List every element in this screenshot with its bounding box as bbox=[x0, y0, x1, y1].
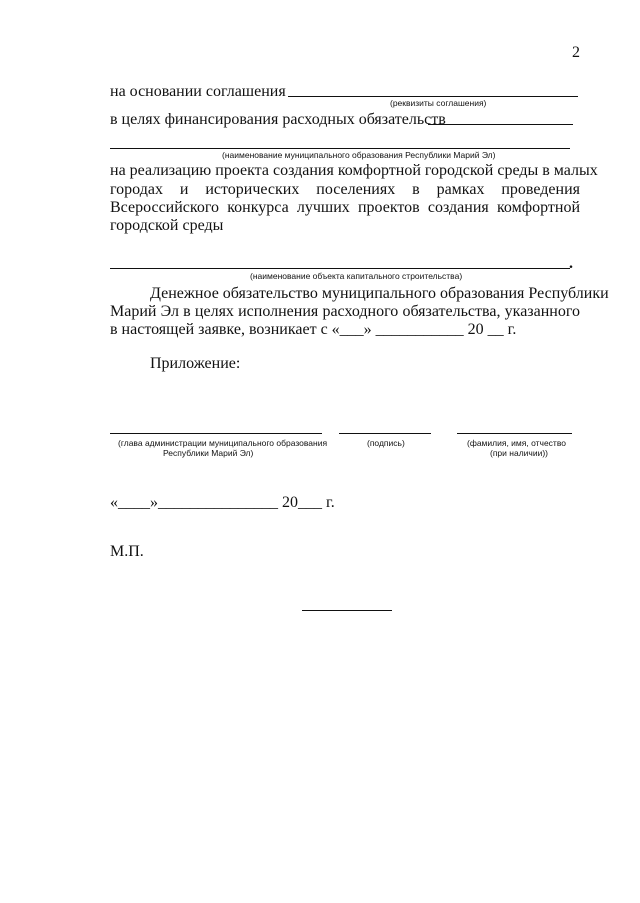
obligation-text-line-2: Марий Эл в целях исполнения расходного обязательства, указанного bbox=[110, 303, 580, 320]
head-signature-underline bbox=[110, 433, 322, 434]
head-caption-line-2: Республики Марий Эл) bbox=[163, 448, 254, 458]
signature-caption: (подпись) bbox=[367, 438, 405, 448]
signature-underline bbox=[339, 433, 431, 434]
project-text-line-2: городах и исторических поселениях в рамках проведения bbox=[110, 181, 580, 198]
obligation-text-line-3: в настоящей заявке, возникает с «___» ___________ 20 __ г. bbox=[110, 321, 517, 338]
page-number: 2 bbox=[572, 44, 580, 61]
project-text-line-3: Всероссийского конкурса лучших проектов создания комфортной bbox=[110, 199, 580, 216]
obligation-text-line-1: Денежное обязательство муниципального образования Республики bbox=[150, 285, 609, 302]
end-separator bbox=[302, 610, 392, 611]
agreement-label: на основании соглашения bbox=[110, 83, 286, 100]
municipality-caption: (наименование муниципального образования Республики Марий Эл) bbox=[222, 150, 496, 160]
financing-label: в целях финансирования расходных обязательств bbox=[110, 111, 446, 128]
project-text-line-4: городской среды bbox=[110, 217, 224, 234]
financing-underline bbox=[428, 124, 573, 125]
municipality-underline bbox=[110, 148, 570, 149]
object-end-mark: . bbox=[569, 255, 573, 272]
appendix-label: Приложение: bbox=[150, 355, 241, 372]
name-caption-line-1: (фамилия, имя, отчество bbox=[467, 438, 566, 448]
agreement-caption: (реквизиты соглашения) bbox=[390, 98, 487, 108]
project-text-line-1: на реализацию проекта создания комфортной городской среды в малых bbox=[110, 162, 598, 179]
date-line: «____»_______________ 20___ г. bbox=[110, 494, 335, 511]
object-underline bbox=[110, 268, 570, 269]
name-signature-underline bbox=[457, 433, 572, 434]
agreement-underline bbox=[288, 96, 578, 97]
head-caption-line-1: (глава администрации муниципального образования bbox=[118, 438, 328, 448]
name-caption-line-2: (при наличии)) bbox=[490, 448, 548, 458]
object-caption: (наименование объекта капитального строительства) bbox=[250, 271, 463, 281]
stamp-label: М.П. bbox=[110, 543, 144, 560]
